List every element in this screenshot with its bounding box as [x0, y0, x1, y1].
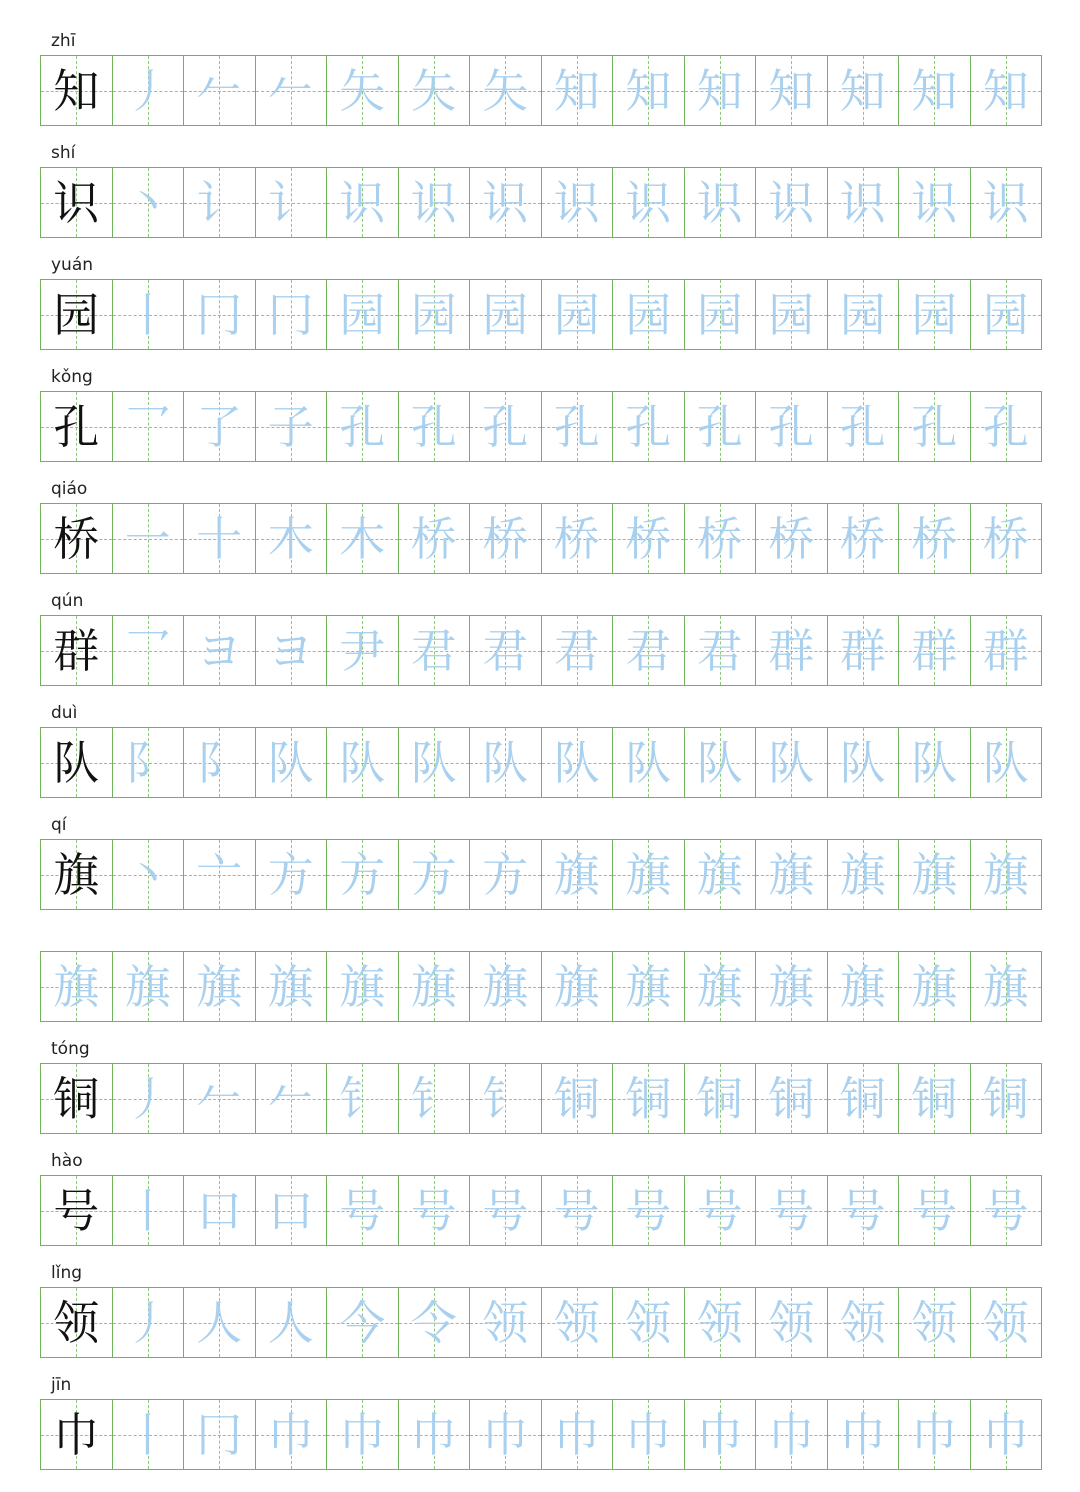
character-row [40, 365, 1042, 462]
stroke-order-cell: 冂 [184, 1400, 256, 1469]
stroke-order-cell: 旗 [184, 952, 256, 1021]
stroke-order-cell: 孔 [756, 392, 828, 461]
stroke-order-cell: 知 [542, 56, 614, 125]
stroke-order-cell: 巾 [613, 1400, 685, 1469]
stroke-order-cell: 孔 [971, 392, 1042, 461]
pinyin-label: duì [51, 703, 78, 723]
stroke-order-cell: 知 [971, 56, 1042, 125]
stroke-order-cell: 孔 [613, 392, 685, 461]
tian-grid [40, 279, 1042, 350]
stroke-order-cell: 旗 [971, 952, 1042, 1021]
character-row [40, 253, 1042, 350]
stroke-order-cell: 队 [685, 728, 757, 797]
tian-grid [40, 839, 1042, 910]
model-character: 识 [41, 168, 113, 237]
character-row [40, 477, 1042, 574]
stroke-order-cell: 孔 [542, 392, 614, 461]
stroke-order-cell: 口 [184, 1176, 256, 1245]
stroke-order-cell: 识 [685, 168, 757, 237]
stroke-order-cell: 队 [899, 728, 971, 797]
stroke-order-cell: 旗 [113, 952, 185, 1021]
stroke-order-cell: 孔 [899, 392, 971, 461]
stroke-order-cell: 园 [971, 280, 1042, 349]
stroke-order-cell: 丨 [113, 1400, 185, 1469]
stroke-order-cell: 号 [470, 1176, 542, 1245]
model-character: 群 [41, 616, 113, 685]
stroke-order-cell: 君 [542, 616, 614, 685]
stroke-order-cell: 巾 [971, 1400, 1042, 1469]
stroke-order-cell: 识 [542, 168, 614, 237]
stroke-order-cell: 君 [470, 616, 542, 685]
stroke-order-cell: 君 [399, 616, 471, 685]
stroke-order-cell: 冂 [184, 280, 256, 349]
stroke-order-cell: 旗 [899, 952, 971, 1021]
stroke-order-cell: 号 [828, 1176, 900, 1245]
stroke-order-cell: 丿 [113, 56, 185, 125]
pinyin-label: lǐng [51, 1263, 83, 1283]
stroke-order-cell: 园 [828, 280, 900, 349]
pinyin-label: hào [51, 1151, 83, 1171]
stroke-order-cell: 领 [470, 1288, 542, 1357]
tian-grid [40, 951, 1042, 1022]
stroke-order-cell: 队 [828, 728, 900, 797]
stroke-order-cell: 尹 [327, 616, 399, 685]
trace-cell: 旗 [41, 952, 113, 1021]
tian-grid [40, 55, 1042, 126]
stroke-order-cell: 群 [828, 616, 900, 685]
model-character: 领 [41, 1288, 113, 1357]
tian-grid [40, 167, 1042, 238]
pinyin-label: shí [51, 143, 76, 163]
pinyin-label: qiáo [51, 479, 88, 499]
stroke-order-cell: 孔 [327, 392, 399, 461]
stroke-order-cell: 丨 [113, 1176, 185, 1245]
stroke-order-cell: 园 [542, 280, 614, 349]
stroke-order-cell: 矢 [399, 56, 471, 125]
stroke-order-cell: 号 [327, 1176, 399, 1245]
stroke-order-cell: 君 [613, 616, 685, 685]
stroke-order-cell: 号 [542, 1176, 614, 1245]
stroke-order-cell: 人 [184, 1288, 256, 1357]
stroke-order-cell: 铜 [542, 1064, 614, 1133]
stroke-order-cell: 矢 [470, 56, 542, 125]
stroke-order-cell: 钅 [399, 1064, 471, 1133]
pinyin-label: tóng [51, 1039, 90, 1059]
pinyin-label: qún [51, 591, 84, 611]
model-character: 旗 [41, 840, 113, 909]
stroke-order-cell: 旗 [899, 840, 971, 909]
tian-grid [40, 615, 1042, 686]
tian-grid [40, 1063, 1042, 1134]
stroke-order-cell: 旗 [542, 952, 614, 1021]
stroke-order-cell: 孔 [828, 392, 900, 461]
character-row [40, 701, 1042, 798]
stroke-order-cell: ヨ [184, 616, 256, 685]
stroke-order-cell: 领 [613, 1288, 685, 1357]
stroke-order-cell: 旗 [542, 840, 614, 909]
character-row [40, 1149, 1042, 1246]
stroke-order-cell: 木 [327, 504, 399, 573]
stroke-order-cell: 桥 [899, 504, 971, 573]
stroke-order-cell: 旗 [327, 952, 399, 1021]
stroke-order-cell: 群 [971, 616, 1042, 685]
stroke-order-cell: 群 [899, 616, 971, 685]
model-character: 巾 [41, 1400, 113, 1469]
stroke-order-cell: 巾 [327, 1400, 399, 1469]
tian-grid [40, 391, 1042, 462]
stroke-order-cell: 口 [256, 1176, 328, 1245]
stroke-order-cell: 队 [327, 728, 399, 797]
stroke-order-cell: 队 [613, 728, 685, 797]
stroke-order-cell: 方 [256, 840, 328, 909]
stroke-order-cell: 丶 [113, 168, 185, 237]
stroke-order-cell: 铜 [685, 1064, 757, 1133]
stroke-order-cell: ヨ [256, 616, 328, 685]
stroke-order-cell: 𠂉 [256, 56, 328, 125]
tian-grid [40, 1399, 1042, 1470]
stroke-order-cell: 旗 [828, 952, 900, 1021]
stroke-order-cell: 队 [470, 728, 542, 797]
model-character: 园 [41, 280, 113, 349]
stroke-order-cell: 园 [685, 280, 757, 349]
stroke-order-cell: 旗 [971, 840, 1042, 909]
stroke-order-cell: 群 [756, 616, 828, 685]
pinyin-label: zhī [51, 31, 76, 51]
stroke-order-cell: 木 [256, 504, 328, 573]
stroke-order-cell: 号 [613, 1176, 685, 1245]
stroke-order-cell: 识 [899, 168, 971, 237]
stroke-order-cell: 丿 [113, 1064, 185, 1133]
stroke-order-cell: 𠂉 [184, 1064, 256, 1133]
stroke-order-cell: 巾 [685, 1400, 757, 1469]
stroke-order-cell: 桥 [613, 504, 685, 573]
stroke-order-cell: 巾 [256, 1400, 328, 1469]
stroke-order-cell: 识 [828, 168, 900, 237]
model-character: 队 [41, 728, 113, 797]
stroke-order-cell: 钅 [470, 1064, 542, 1133]
stroke-order-cell: 桥 [470, 504, 542, 573]
stroke-order-cell: 桥 [756, 504, 828, 573]
stroke-order-cell: 𠂉 [184, 56, 256, 125]
stroke-order-cell: 桥 [542, 504, 614, 573]
stroke-order-cell: 丶 [113, 840, 185, 909]
stroke-order-cell: 孔 [399, 392, 471, 461]
stroke-order-cell: 识 [971, 168, 1042, 237]
stroke-order-cell: 铜 [613, 1064, 685, 1133]
stroke-order-cell: 铜 [828, 1064, 900, 1133]
stroke-order-cell: 方 [399, 840, 471, 909]
stroke-order-cell: 旗 [256, 952, 328, 1021]
stroke-order-cell: 讠 [184, 168, 256, 237]
stroke-order-cell: 桥 [828, 504, 900, 573]
stroke-order-cell: 方 [327, 840, 399, 909]
stroke-order-cell: 号 [685, 1176, 757, 1245]
stroke-order-cell: 了 [184, 392, 256, 461]
stroke-order-cell: 园 [327, 280, 399, 349]
stroke-order-cell: 识 [613, 168, 685, 237]
character-row [40, 1373, 1042, 1470]
stroke-order-cell: 识 [399, 168, 471, 237]
stroke-order-cell: 讠 [256, 168, 328, 237]
character-row [40, 813, 1042, 910]
model-character: 桥 [41, 504, 113, 573]
character-row [40, 589, 1042, 686]
model-character: 孔 [41, 392, 113, 461]
character-row [40, 1037, 1042, 1134]
stroke-order-cell: 园 [899, 280, 971, 349]
stroke-order-cell: 园 [399, 280, 471, 349]
stroke-order-cell: 桥 [399, 504, 471, 573]
stroke-order-cell: 旗 [685, 840, 757, 909]
stroke-order-cell: 领 [899, 1288, 971, 1357]
stroke-order-cell: 铜 [756, 1064, 828, 1133]
stroke-order-cell: 领 [542, 1288, 614, 1357]
stroke-order-cell: 一 [113, 504, 185, 573]
character-row [40, 1261, 1042, 1358]
stroke-order-cell: 铜 [899, 1064, 971, 1133]
stroke-order-cell: 旗 [399, 952, 471, 1021]
stroke-order-cell: 十 [184, 504, 256, 573]
character-row [40, 141, 1042, 238]
model-character: 知 [41, 56, 113, 125]
tian-grid [40, 1175, 1042, 1246]
stroke-order-cell: 旗 [685, 952, 757, 1021]
stroke-order-cell: 乛 [113, 616, 185, 685]
stroke-order-cell: 子 [256, 392, 328, 461]
tian-grid [40, 727, 1042, 798]
stroke-order-cell: 巾 [899, 1400, 971, 1469]
stroke-order-cell: 方 [470, 840, 542, 909]
stroke-order-cell: 桥 [971, 504, 1042, 573]
stroke-order-cell: 今 [327, 1288, 399, 1357]
stroke-order-cell: 人 [256, 1288, 328, 1357]
stroke-order-cell: 丨 [113, 280, 185, 349]
model-character: 号 [41, 1176, 113, 1245]
stroke-order-cell: 领 [971, 1288, 1042, 1357]
stroke-order-cell: 领 [828, 1288, 900, 1357]
stroke-order-cell: 队 [971, 728, 1042, 797]
character-row [40, 925, 1042, 1022]
pinyin-label: kǒng [51, 367, 93, 387]
stroke-order-cell: 孔 [685, 392, 757, 461]
stroke-order-cell: 旗 [470, 952, 542, 1021]
stroke-order-cell: 识 [756, 168, 828, 237]
stroke-order-cell: 知 [685, 56, 757, 125]
stroke-order-cell: 知 [613, 56, 685, 125]
stroke-order-cell: 号 [756, 1176, 828, 1245]
stroke-order-cell: 号 [971, 1176, 1042, 1245]
stroke-order-cell: 巾 [542, 1400, 614, 1469]
stroke-order-cell: 旗 [613, 840, 685, 909]
stroke-order-cell: 旗 [756, 840, 828, 909]
stroke-order-cell: 知 [828, 56, 900, 125]
stroke-order-cell: 阝 [113, 728, 185, 797]
stroke-order-cell: 知 [899, 56, 971, 125]
stroke-order-cell: 𠂉 [256, 1064, 328, 1133]
stroke-order-cell: 旗 [828, 840, 900, 909]
stroke-order-cell: 阝 [184, 728, 256, 797]
stroke-order-cell: 识 [327, 168, 399, 237]
stroke-order-cell: 钅 [327, 1064, 399, 1133]
stroke-order-cell: 队 [399, 728, 471, 797]
stroke-order-cell: 君 [685, 616, 757, 685]
stroke-order-cell: 矢 [327, 56, 399, 125]
tian-grid [40, 503, 1042, 574]
stroke-order-cell: 亠 [184, 840, 256, 909]
stroke-order-cell: 孔 [470, 392, 542, 461]
stroke-order-cell: 桥 [685, 504, 757, 573]
stroke-order-cell: 乛 [113, 392, 185, 461]
stroke-order-cell: 旗 [613, 952, 685, 1021]
stroke-order-cell: 识 [470, 168, 542, 237]
stroke-order-cell: 园 [470, 280, 542, 349]
stroke-order-cell: 号 [399, 1176, 471, 1245]
stroke-order-cell: 队 [256, 728, 328, 797]
stroke-order-cell: 巾 [399, 1400, 471, 1469]
stroke-order-cell: 旗 [756, 952, 828, 1021]
stroke-order-cell: 冂 [256, 280, 328, 349]
stroke-order-cell: 令 [399, 1288, 471, 1357]
stroke-order-cell: 号 [899, 1176, 971, 1245]
pinyin-label: jīn [51, 1375, 72, 1395]
stroke-order-cell: 领 [756, 1288, 828, 1357]
stroke-order-cell: 巾 [828, 1400, 900, 1469]
tian-grid [40, 1287, 1042, 1358]
pinyin-label: yuán [51, 255, 94, 275]
character-row [40, 29, 1042, 126]
stroke-order-cell: 园 [613, 280, 685, 349]
stroke-order-cell: 丿 [113, 1288, 185, 1357]
stroke-order-cell: 领 [685, 1288, 757, 1357]
stroke-order-cell: 铜 [971, 1064, 1042, 1133]
model-character: 铜 [41, 1064, 113, 1133]
stroke-order-cell: 巾 [756, 1400, 828, 1469]
pinyin-label: qí [51, 815, 67, 835]
stroke-order-cell: 队 [756, 728, 828, 797]
stroke-order-cell: 队 [542, 728, 614, 797]
stroke-order-cell: 园 [756, 280, 828, 349]
stroke-order-cell: 巾 [470, 1400, 542, 1469]
stroke-order-cell: 知 [756, 56, 828, 125]
